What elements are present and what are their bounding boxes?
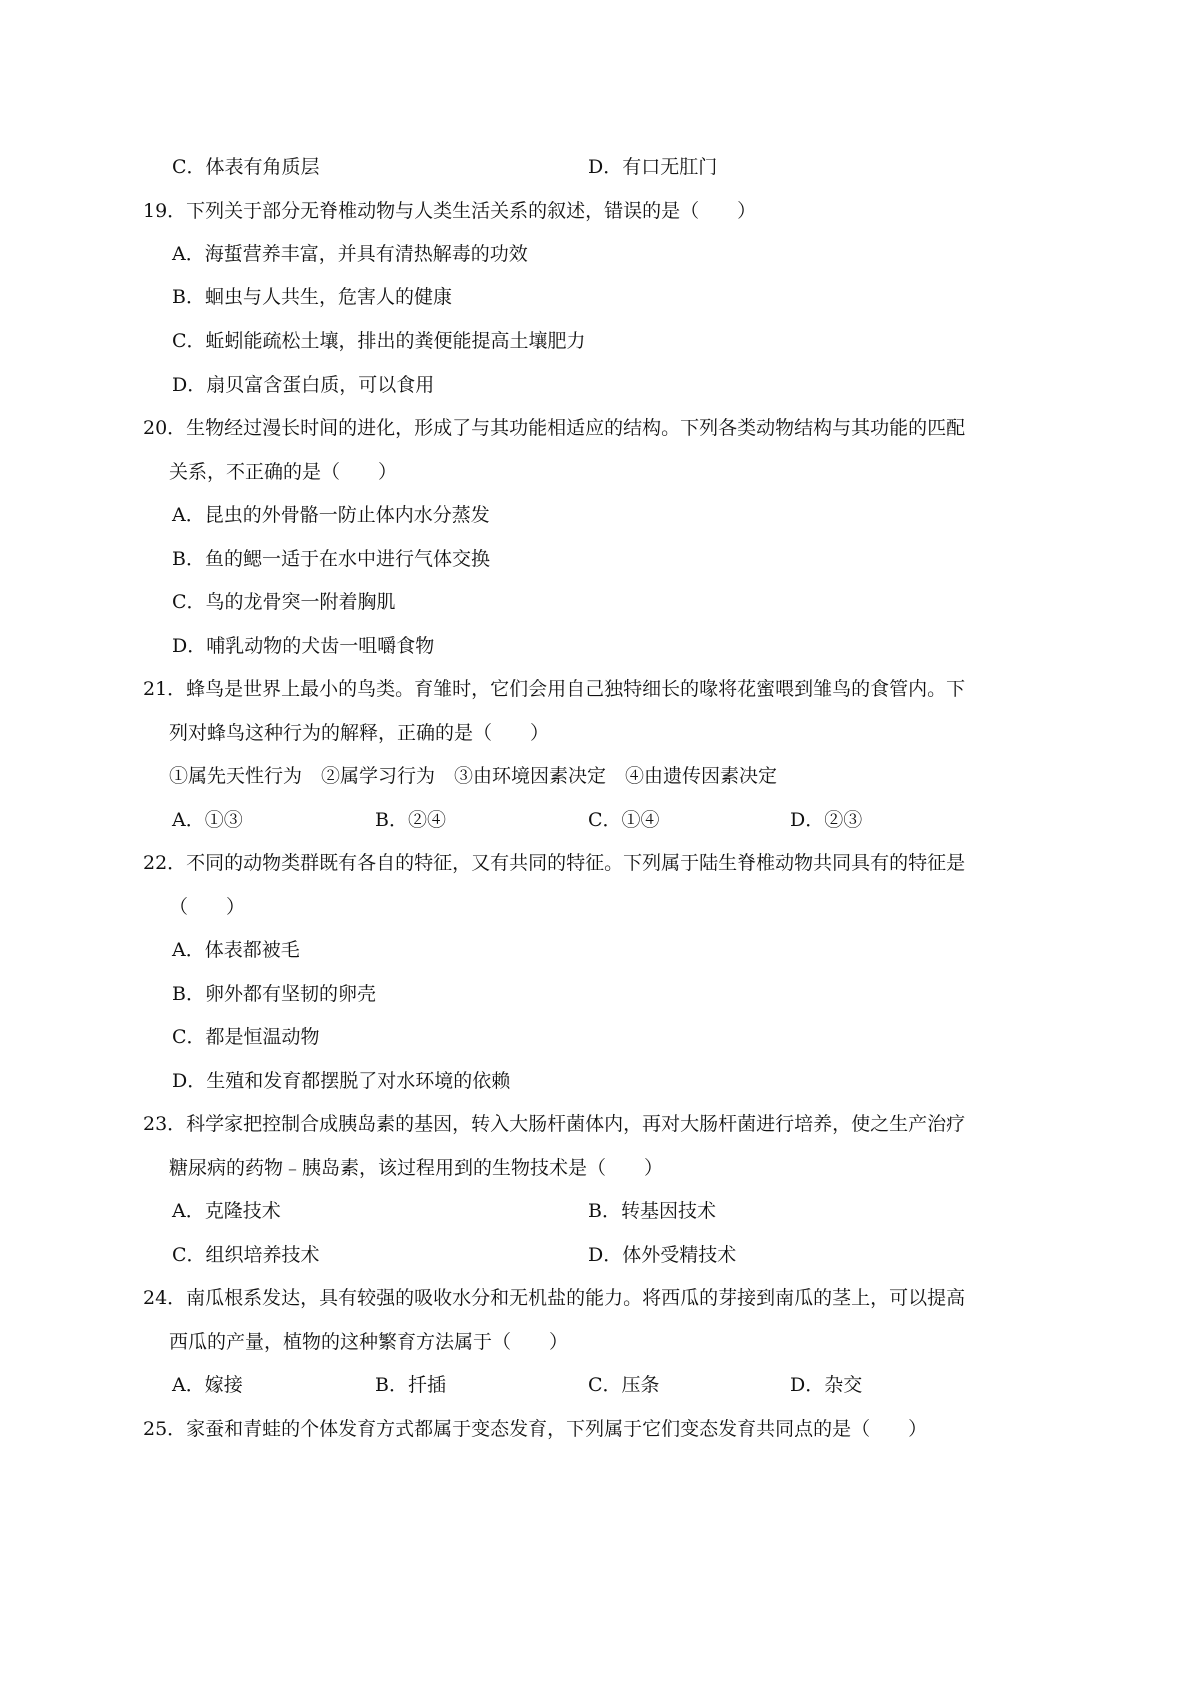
q23-option-b: B．转基因技术 <box>588 1200 716 1222</box>
q21-option-c: C．①④ <box>588 809 660 831</box>
q25-stem-line1: 25．家蚕和青蛙的个体发育方式都属于变态发育，下列属于它们变态发育共同点的是（ ） <box>143 1418 928 1440</box>
q20-option-d: D．哺乳动物的犬齿一咀嚼食物 <box>172 635 435 657</box>
q21-stem-line2: 列对蜂鸟这种行为的解释，正确的是（ ） <box>169 722 550 744</box>
q24-stem-line1: 24．南瓜根系发达，具有较强的吸收水分和无机盐的能力。将西瓜的芽接到南瓜的茎上，可以提高 <box>143 1287 966 1309</box>
q22-option-a: A．体表都被毛 <box>172 939 300 961</box>
q24-stem-line2: 西瓜的产量，植物的这种繁育方法属于（ ） <box>169 1331 569 1353</box>
q21-option-a: A．①③ <box>172 809 243 831</box>
q20-option-c: C．鸟的龙骨突一附着胸肌 <box>172 591 396 613</box>
q22-option-c: C．都是恒温动物 <box>172 1026 320 1048</box>
q18-option-d: D．有口无肛门 <box>588 156 718 178</box>
q21-stem-line1: 21．蜂鸟是世界上最小的鸟类。育雏时，它们会用自己独特细长的喙将花蜜喂到雏鸟的食管内。下 <box>143 678 966 700</box>
q18-option-c: C．体表有角质层 <box>172 156 320 178</box>
q21-option-b: B．②④ <box>375 809 446 831</box>
q22-stem-line2: （ ） <box>169 896 246 918</box>
q22-stem-line1: 22．不同的动物类群既有各自的特征，又有共同的特征。下列属于陆生脊椎动物共同具有的特征是 <box>143 852 966 874</box>
q20-option-a: A．昆虫的外骨骼一防止体内水分蒸发 <box>172 504 490 526</box>
q19-option-c: C．蚯蚓能疏松土壤，排出的粪便能提高土壤肥力 <box>172 330 586 352</box>
q23-stem-line2: 糖尿病的药物﹣胰岛素，该过程用到的生物技术是（ ） <box>169 1157 664 1179</box>
q21-option-d: D．②③ <box>790 809 863 831</box>
q24-option-a: A．嫁接 <box>172 1374 243 1396</box>
q22-option-b: B．卵外都有坚韧的卵壳 <box>172 983 376 1005</box>
q22-option-d: D．生殖和发育都摆脱了对水环境的依赖 <box>172 1070 511 1092</box>
q19-option-b: B．蛔虫与人共生，危害人的健康 <box>172 286 452 308</box>
q21-statements: ①属先天性行为 ②属学习行为 ③由环境因素决定 ④由遗传因素决定 <box>169 765 778 787</box>
q20-stem-line2: 关系，不正确的是（ ） <box>169 461 398 483</box>
q19-stem: 19．下列关于部分无脊椎动物与人类生活关系的叙述，错误的是（ ） <box>143 200 757 222</box>
q19-option-d: D．扇贝富含蛋白质，可以食用 <box>172 374 435 396</box>
q23-option-a: A．克隆技术 <box>172 1200 281 1222</box>
q20-option-b: B．鱼的鳃一适于在水中进行气体交换 <box>172 548 490 570</box>
q23-option-d: D．体外受精技术 <box>588 1244 737 1266</box>
q24-option-d: D．杂交 <box>790 1374 863 1396</box>
q20-stem-line1: 20．生物经过漫长时间的进化，形成了与其功能相适应的结构。下列各类动物结构与其功能的匹配 <box>143 417 966 439</box>
q23-stem-line1: 23．科学家把控制合成胰岛素的基因，转入大肠杆菌体内，再对大肠杆菌进行培养，使之生产治疗 <box>143 1113 966 1135</box>
q19-option-a: A．海蜇营养丰富，并具有清热解毒的功效 <box>172 243 528 265</box>
q23-option-c: C．组织培养技术 <box>172 1244 320 1266</box>
q24-option-c: C．压条 <box>588 1374 660 1396</box>
q24-option-b: B．扦插 <box>375 1374 446 1396</box>
